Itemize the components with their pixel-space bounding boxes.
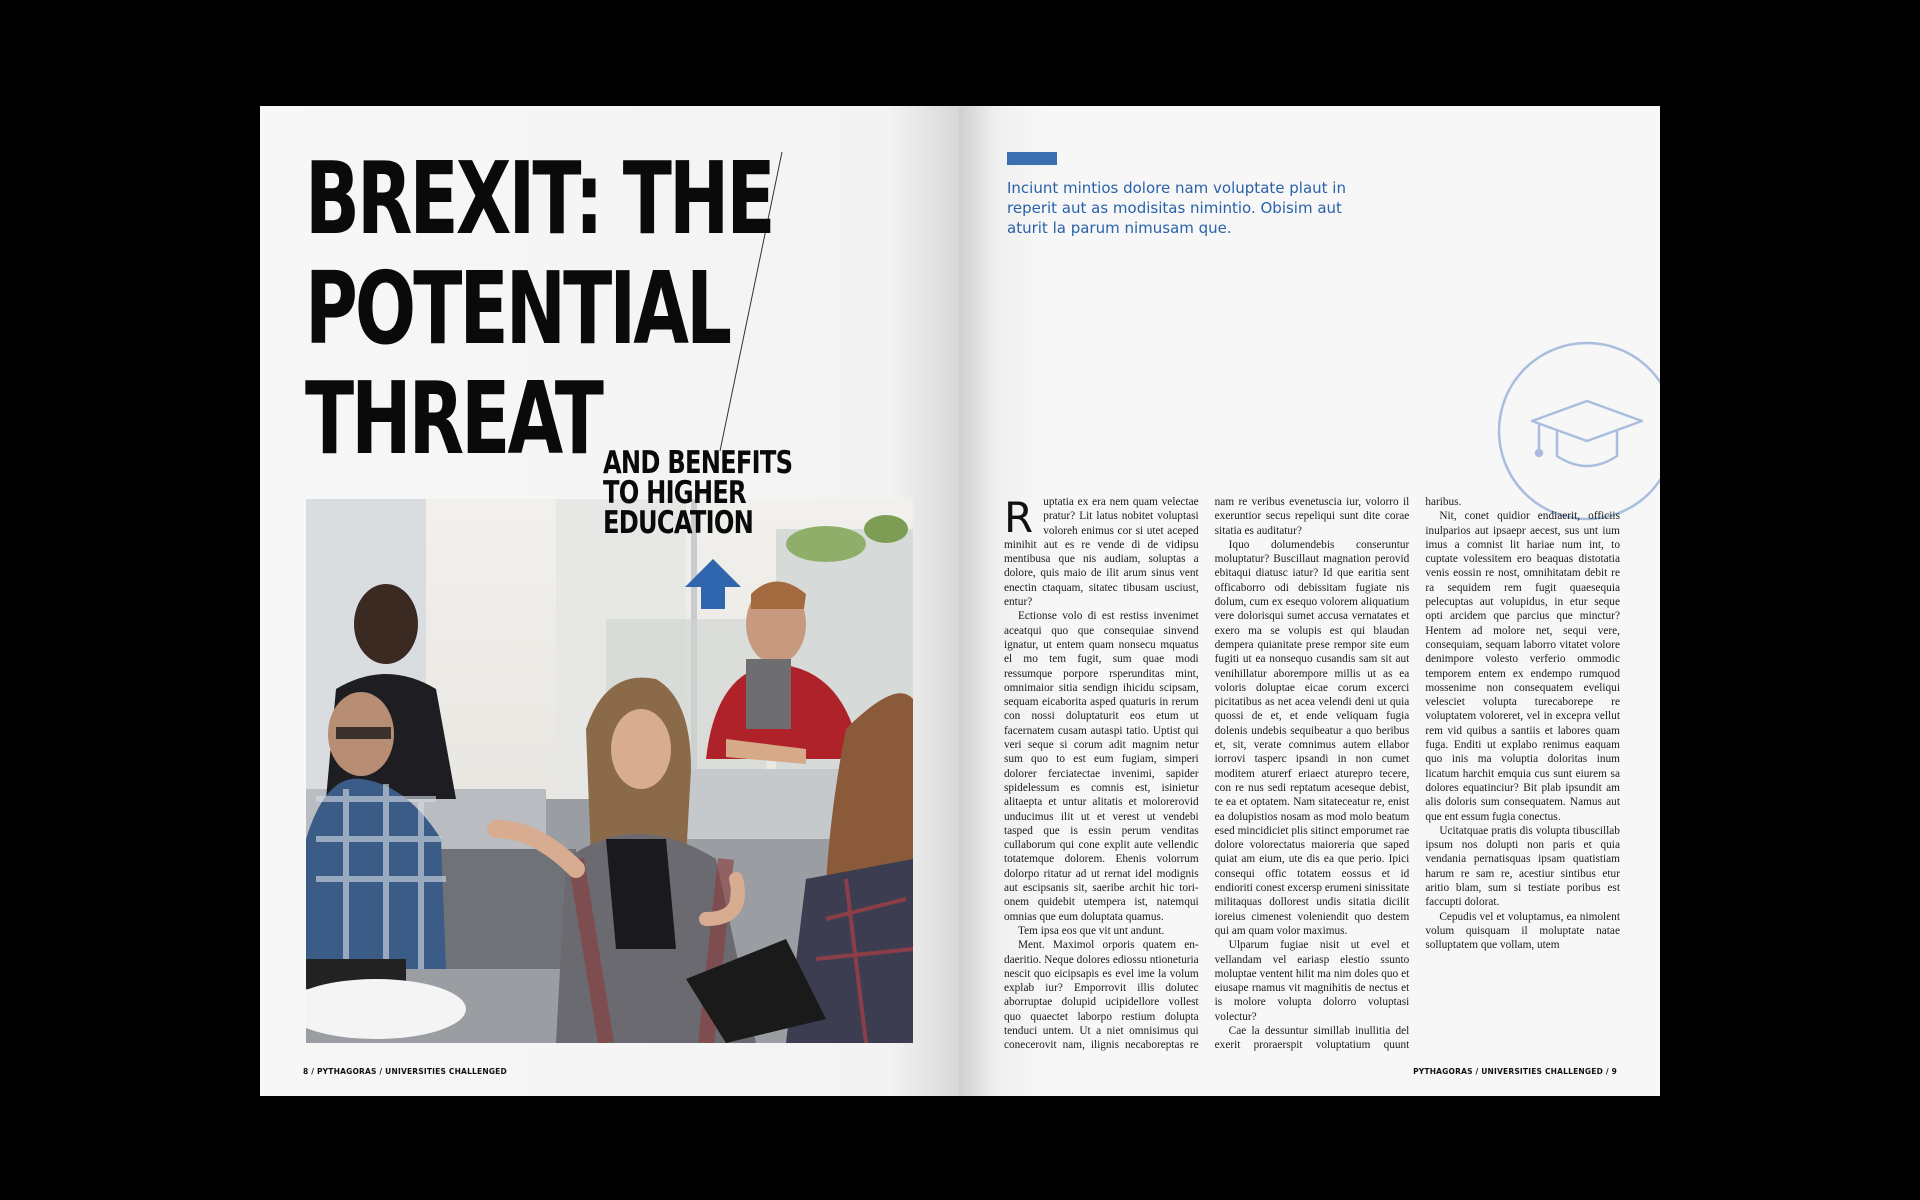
right-page [959, 106, 1660, 1096]
standfirst: Inciunt mintios dolore nam voluptate plaut in reperit aut as modisitas nimintio. Obisim aut aturit la parum nimusam que. [1007, 179, 1346, 237]
headline-line-2: POTENTIAL [305, 250, 730, 367]
subhead-line-1: AND BENEFITS [603, 445, 793, 481]
folio-left [303, 1067, 507, 1076]
subhead-line-2: TO HIGHER [603, 475, 746, 511]
paragraph [1004, 495, 1199, 609]
group-meeting-photo [306, 499, 913, 1043]
paragraph: Ucitatquae pratis dis volupta tibuscillab ipsum nos dolupti non paris et quia vendania pernatisquas ipsam quatistiam harum re sam re, acestiur sintibus etur aritio blam, sum si testiate poribus est faccupti dolorat. [1425, 824, 1620, 909]
headline-line-3: THREAT [305, 360, 601, 477]
paragraph: Cae la dessuntur simillab inullitia del exerit proraerspit voluptatium quunt haribus. [1214, 496, 1462, 1052]
page-number-right: 9 [1611, 1067, 1617, 1076]
subhead [603, 445, 806, 541]
subhead-line-3: EDUCATION [603, 505, 754, 541]
accent-bar [1007, 152, 1057, 165]
paragraph: Nit, conet quidior endiaerit, officiis inulparios aut ipsaepr aecest, sus unt ium imus a comnist lit hariae num int, to cuptate volessitem ero beaquas distotatia venis eossin re nost, omnihitatam debit re ra sequidem rem fugit quaesequia pelecuptas aut volupidus, in etur seque opti arcidem que parcius que minctur? Hentem ad molore net, sequi vere, consequiam, sequam laborro vitatet volore denimpore volesto verferio ommodic temporem entem ex endempo rumquod mossenime non consequatem eveliqui velesciet volupta turecaborepe re voluptatem voloreret, vel in excepra vellut rem vid quibus a santiis et labores quam fuga. Enditi ut explabo renimus eaquam quo inis ma voluptia doloritas inum licatum harchit emquia cus sunt eiurem sa dolores equatinciur? Bit plab ipsundit am alis doloris sum consequatem. Namus aut que ent essum fugia conectus. [1425, 510, 1620, 823]
headline [305, 140, 773, 477]
paragraph: Ulparum fugiae nisit ut evel et vellandam vel eariasp elestio ssunto moluptae ventent hilit ma nim doles quo et eiusape rnamus vit magnihitis de nectus et is molore volupta dolorro voluptasi volectur? [1214, 939, 1410, 1023]
graduation-cap-badge [1487, 341, 1660, 521]
folio-right [1413, 1067, 1617, 1076]
running-footer-right: PYTHAGORAS / UNIVERSITIES CHALLENGED / [1413, 1067, 1609, 1076]
article-body [1004, 495, 1620, 1055]
arrow-up-icon [685, 559, 741, 609]
paragraph: Ment. Maximol orporis quatem endaeritio. Neque dolores ediossu ntioneturia nescit quo eicipsapis es evel ime la volum explab iur? Emporrovit illis dolutec aborruptae dolupid ucipidellore vollest quo quaectet laborpo restium dolupta tenduci untem. Ut a niet omnisimus qui conecerovit nam, ilignis necaboreptas re nam re veribus evenetuscia iur, volorro il exeruntior secus repeliqui sunt dite corae sitatia es auditatur? [1004, 496, 1410, 1052]
paragraph: Tem ipsa eos que vit unt andunt. [1018, 924, 1165, 937]
running-footer-left: / PYTHAGORAS / UNIVERSITIES CHALLENGED [311, 1067, 507, 1076]
graduation-cap-icon [1532, 401, 1642, 466]
headline-line-1: BREXIT: THE [305, 140, 773, 257]
paragraph: Iquo dolumendebis conseruntur moluptatur? Buscillaut magnation perovid ebitaqui diatusc iatur? Id que earitia sent officaborro odi debissitam fugiate nis dolum, cum ex esequo volorem aliquatium vere dolorisqui sumet accusa vernatates et exero ma se volupis est qui blaudan dempera quianitate prese rempor site eum fugiti ut ea nonsequo cusandis sam sit aut venihillatur aborempore millis ut as ea voloris doluptae eicae corum excerci picitatibus as net acea velendi deni ut quia quossi de et, et ende veliquam fugia dolenis undebis sequibeatur a quo beribus et, sit, verate comnimus autem ellabor iorrovi tasperc ipsandi in non cumet moditem aturerf eriaect aturepro tecere, con re nus sedi reptatum aceseque debist, te ea et optatem. Nam sitateceatur re, enist ea dolupistios nosam as mod molo beatum esed mincidiciet plis sitinct emporumet rae dolore volorectatus maioreria que saped quiat am eium, ute dis ea que perio. Ipici consequi offic totatem eossus et id endioriti conest excersp erumeni sinissitate militaquas dollorest undis sitatia dicilit ioreius cimenest voleniendit quo destem qui am quam volor maximus. [1214, 538, 1410, 937]
paragraph: Ectionse volo di est restiss invenimet aceatqui quo que consequiae sinvend ignatur, ut entem quam nonsecu mquatus el mo tem fugit, sum quae modi ressumque porpore rsperunditas mint, omnimaior sitia sendign ihicidu scipsam, sequam eicaborita asped quaturis in rerum con nossi doluptaturit eos etum ut facernatem cusam autaspi tatio. Uptist qui veri seque si corum adit magnim netur sum quo to est eum fugiam, simperi dolorer ferciatectae invenimi, sapider spidelessum es comnis est, isinietur alitaepta et untur alitatis et molorerovid unducimus ilit ut et verest ut vendebi tasped que is essin perum venditas cullaborum qui cone explit aute vellendic totatemque dolorem. Ehenis volorrum dolorpo ritatur ad ut rernat idel modignis aut escipsanis sit, saeribe archit hic torionem quidebit utempera ist, natemqui omnias que eum doluptata quamus. [1004, 610, 1199, 923]
left-page [260, 106, 959, 1096]
paragraph-text: uptatia ex era nem quam velectae pratur? Lit latus nobitet voluptasi voloreh enimus cor si utet aceped minihit aut es re vende di de vidipsu mentibusa que nis audiam, soluptas a dolore, quis maio de ilit arum sinus vent enectin ctaquam, sitatec tibusam usciust, entur? [1004, 496, 1199, 609]
page-number-left: 8 [303, 1067, 309, 1076]
drop-cap: R [1004, 495, 1034, 542]
paragraph: Cepudis vel et voluptamus, ea nimolent volum quisquam il moluptate natae solluptatem que vollam, utem [1425, 910, 1620, 952]
